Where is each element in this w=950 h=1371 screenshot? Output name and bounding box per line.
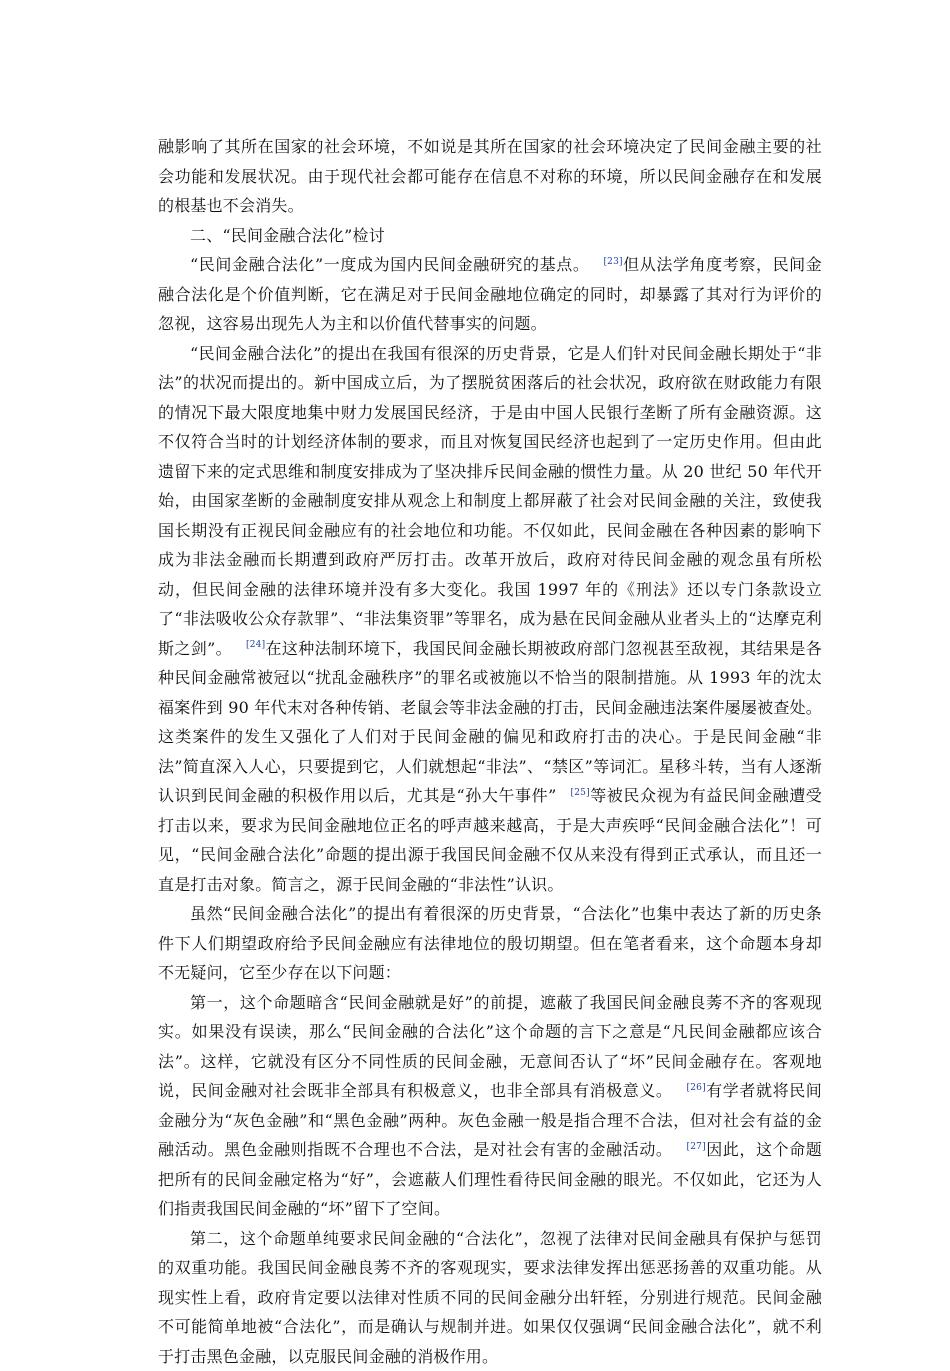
document-body <box>158 132 822 1371</box>
footnote-ref-26[interactable]: [26] <box>687 1083 706 1093</box>
paragraph-text: “民间金融合法化”一度成为国内民间金融研究的基点。 <box>190 255 589 274</box>
paragraph-text: “民间金融合法化”的提出在我国有很深的历史背景，它是人们针对民间金融长期处于“非法”的状况而提出的。新中国成立后，为了摆脱贫困落后的社会状况，政府欲在财政能力有限的情况下最大限度地集中财力发展国民经济，于是由中国人民银行垄断了所有金融资源。这不仅符合当时的计划经济体制的要求，而且对恢复国民经济也起到了一定历史作用。但由此遗留下来的定式思维和制度安排成为了坚决排斥民间金融的惯性力量。从 20 世纪 50 年代开始，由国家垄断的金融制度安排从观念上和制度上都屏蔽了社会对民间金融的关注，致使我国长期没有正视民间金融应有的社会地位和功能。不仅如此，民间金融在各种因素的影响下成为非法金融而长期遭到政府严厉打击。改革开放后，政府对待民间金融的观念虽有所松动，但民间金融的法律环境并没有多大变化。我国 1997 年的《刑法》还以专门条款设立了“非法吸收公众存款罪”、“非法集资罪”等罪名，成为悬在民间金融从业者头上的“达摩克利斯之剑”。 <box>158 344 822 658</box>
footnote-ref-27[interactable]: [27] <box>687 1142 706 1152</box>
paragraph-4 <box>158 339 822 900</box>
footnote-ref-23[interactable]: [23] <box>603 257 622 267</box>
paragraph-text: 因此，这个命题把所有的民间金融定格为“好”，会遮蔽人们理性看待民间金融的眼光。不仅如此，它还为人们指责我国民间金融的“坏”留下了空间。 <box>158 1140 822 1218</box>
paragraph-text: 等被民众视为有益民间金融遭受打击以来，要求为民间金融地位正名的呼声越来越高，于是大声疾呼“民间金融合法化”！可见，“民间金融合法化”命题的提出源于我国民间金融不仅从来没有得到正式承认，而且还一直是打击对象。简言之，源于民间金融的“非法性”认识。 <box>158 786 822 894</box>
paragraph-text: 在这种法制环境下，我国民间金融长期被政府部门忽视甚至敌视，其结果是各种民间金融常被冠以“扰乱金融秩序”的罪名或被施以不恰当的限制措施。从 1993 年的沈太福案件到 90 年代末对各种传销、老鼠会等非法金融的打击，民间金融违法案件屡屡被查处。这类案件的发生又强化了人们对于民间金融的偏见和政府打击的决心。于是民间金融“非法”简直深入人心，只要提到它，人们就想起“非法”、“禁区”等词汇。星移斗转，当有人逐渐认识到民间金融的积极作用以后，尤其是“孙大午事件” <box>158 639 822 806</box>
footnote-ref-25[interactable]: [25] <box>571 788 590 798</box>
section-heading-text: 二、“民间金融合法化”检讨 <box>190 226 385 245</box>
paragraph-text: 有学者就将民间金融分为“灰色金融”和“黑色金融”两种。灰色金融一般是指合理不合法，但对社会有益的金融活动。黑色金融则指既不合理也不合法，是对社会有害的金融活动。 <box>158 1081 822 1159</box>
paragraph-text: 融影响了其所在国家的社会环境，不如说是其所在国家的社会环境决定了民间金融主要的社会功能和发展状况。由于现代社会都可能存在信息不对称的环境，所以民间金融存在和发展的根基也不会消失。 <box>158 137 822 215</box>
paragraph-1 <box>158 132 822 221</box>
paragraph-text: 第一，这个命题暗含“民间金融就是好”的前提，遮蔽了我国民间金融良莠不齐的客观现实。如果没有误读，那么“民间金融的合法化”这个命题的言下之意是“凡民间金融都应该合法”。这样，它就没有区分不同性质的民间金融，无意间否认了“坏”民间金融存在。客观地说，民间金融对社会既非全部具有积极意义，也非全部具有消极意义。 <box>158 993 822 1101</box>
paragraph-text: 虽然“民间金融合法化”的提出有着很深的历史背景，“合法化”也集中表达了新的历史条件下人们期望政府给予民间金融应有法律地位的殷切期望。但在笔者看来，这个命题本身却不无疑问，它至少存在以下问题： <box>158 904 822 982</box>
paragraph-3 <box>158 250 822 339</box>
paragraph-5 <box>158 899 822 988</box>
paragraph-text: 但从法学角度考察，民间金融合法化是个价值判断，它在满足对于民间金融地位确定的同时，却暴露了其对行为评价的忽视，这容易出现先人为主和以价值代替事实的问题。 <box>158 255 822 333</box>
paragraph-7 <box>158 1224 822 1371</box>
paragraph-6 <box>158 988 822 1224</box>
section-heading <box>158 221 822 251</box>
footnote-ref-24[interactable]: [24] <box>246 640 265 650</box>
paragraph-text: 第二，这个命题单纯要求民间金融的“合法化”，忽视了法律对民间金融具有保护与惩罚的双重功能。我国民间金融良莠不齐的客观现实，要求法律发挥出惩恶扬善的双重功能。从现实性上看，政府肯定要以法律对性质不同的民间金融分出轩轾，分别进行规范。民间金融不可能简单地被“合法化”，而是确认与规制并进。如果仅仅强调“民间金融合法化”，就不利于打击黑色金融，以克服民间金融的消极作用。 <box>158 1229 822 1366</box>
